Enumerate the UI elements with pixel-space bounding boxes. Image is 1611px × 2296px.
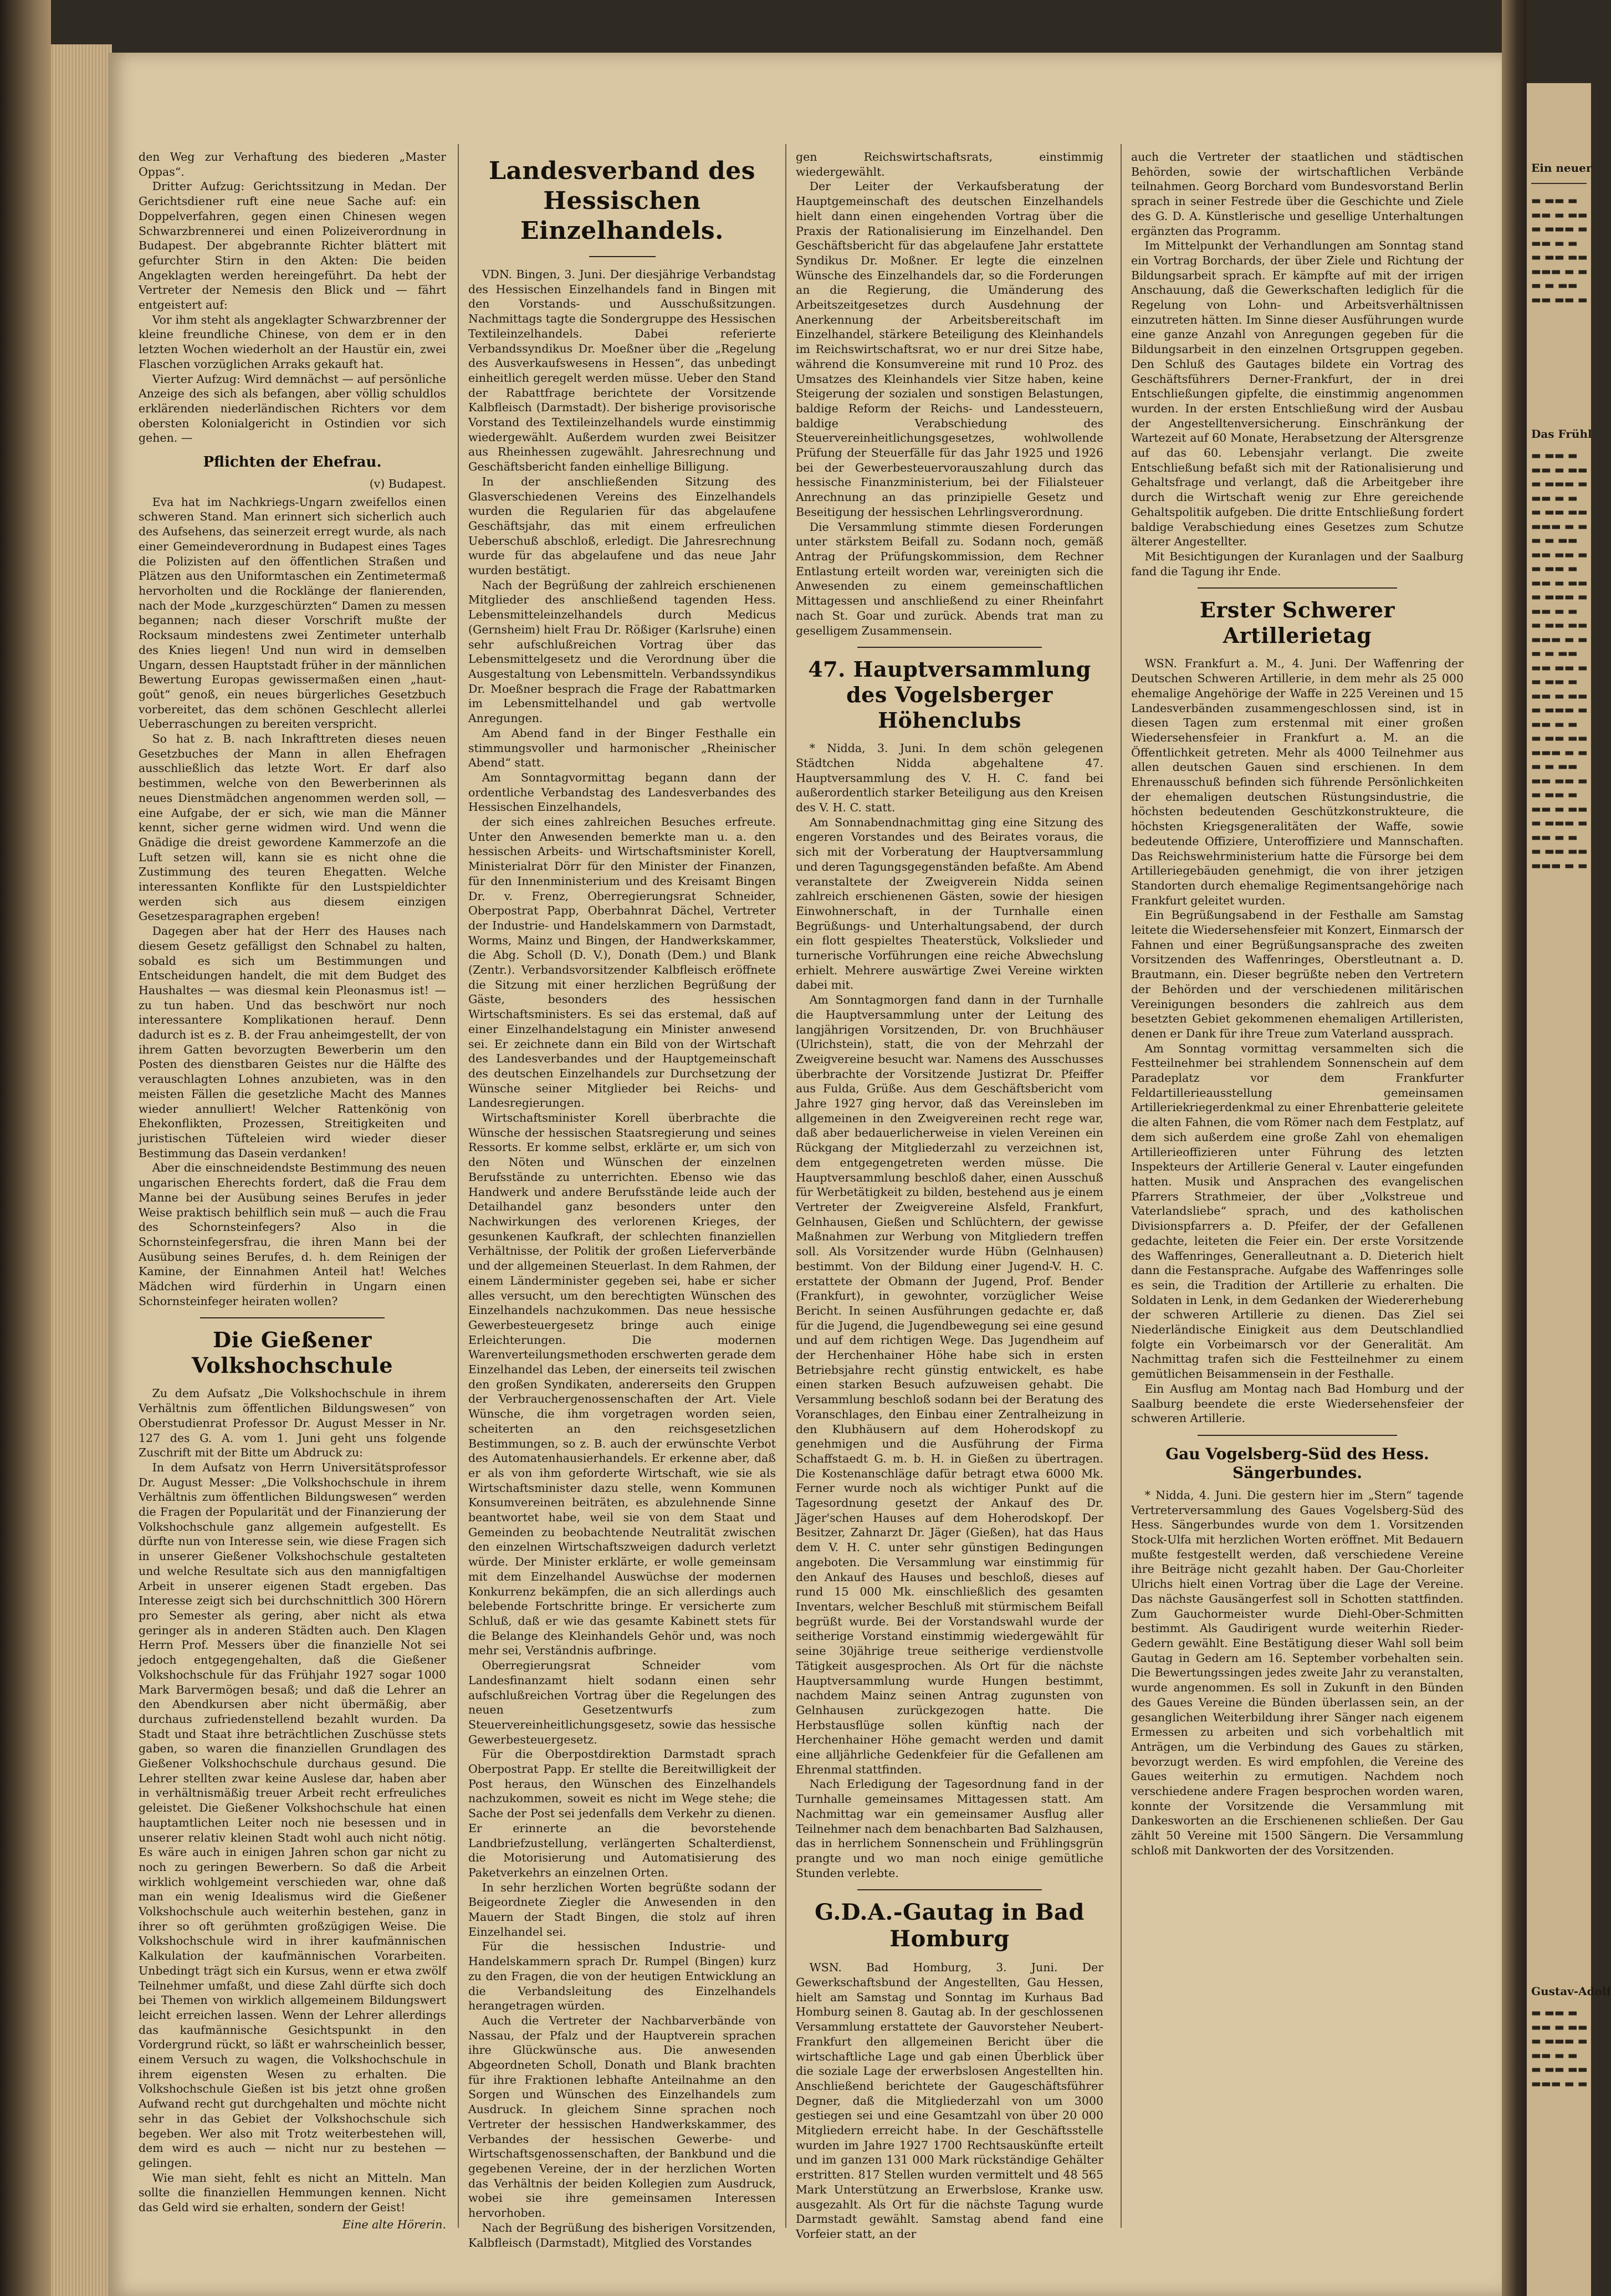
paragraph: Vor ihm steht als angeklagter Schwarzbrenner der kleine freundliche Chinese, von dem er in den letzten Wochen wiederholt an der Haustür ein, zwei Flaschen vorzüglichen Arraks gekauft hat.	[139, 313, 446, 371]
paragraph: Dritter Aufzug: Gerichtssitzung in Medan. Der Gerichtsdiener ruft eine neue Sache auf: ein Doppelverfahren, gegen einen Chinesen wegen Schwarzbrennerei und einen Polizeiverordnung in Budapest. Der abgebrannte Richter blättert mit gefurchter Stirn in den Akten: Die beiden Angeklagten werden hereingeführt. Da hebt der Vertreter der Nemesis den Blick und — fährt entgeistert auf:	[139, 180, 446, 312]
paragraph: In sehr herzlichen Worten begrüßte sodann der Beigeordnete Ziegler die Anwesenden in den Mauern der Stadt Bingen, die stolz auf ihren Einzelhandel sei.	[468, 1880, 776, 1939]
paragraph: Aber die einschneidendste Bestimmung des neuen ungarischen Eherechts fordert, daß die Frau dem Manne bei der Ausübung seines Berufes in jeder Weise praktisch behilflich sein muß — auch die Frau des Schornsteinfegers? Also in die Schornsteinfegersfrau, die ihren Mann bei der Ausübung seines Berufes, d. h. dem Reinigen der Kamine, der Einnahmen Anteil hat! Welches Mädchen wird fürderhin in Ungarn einen Schornsteinfeger heiraten wollen?	[139, 1161, 446, 1308]
article-headline: 47. Hauptversammlung des Vogelsberger Höhenclubs	[808, 657, 1091, 733]
article-headline: G.D.A.-Gautag in Bad Homburg	[815, 1899, 1085, 1952]
book-binding	[0, 0, 51, 2296]
paragraph: Nach der Begrüßung der zahlreich erschienenen Mitglieder des anschließend tagenden Hess. Lebensmitteleinzelhandels durch Medicus (Gernsheim) hielt Frau Dr. Rößiger (Karlsruhe) einen sehr aufschlußreichen Vortrag über das Lebensmittelgesetz und die Verordnung über die Ausgestaltung von Lebensmitteln. Verbandssyndikus Dr. Moeßner besprach die Frage der Rabattmarken im Lebensmittelhandel und gab wertvolle Anregungen.	[468, 578, 776, 725]
column-1	[139, 150, 446, 2231]
column-rule	[1121, 144, 1122, 2228]
page-edges	[51, 44, 112, 2296]
headline-fragment: Das Frühl	[1531, 427, 1592, 441]
paragraph: Für die hessischen Industrie- und Handelskammern sprach Dr. Rumpel (Bingen) kurz zu den Fragen, die von der heutigen Entwicklung an die Verbandsleitung des Einzelhandels herangetragen würden.	[468, 1940, 776, 2013]
paragraph: Auch die Vertreter der Nachbarverbände von Nassau, der Pfalz und der Hauptverein sprachen ihre Glückwünsche aus. Die anwesenden Abgeordneten Scholl, Donath und Blank brachten für ihre Fraktionen lebhafte Anteilnahme an den Sorgen und Wünschen des Einzelhandels zum Ausdruck. In gleichem Sinne sprachen noch Vertreter der hessischen Handwerkskammer, des Verbandes der hessischen Gewerbe- und Wirtschaftsgenossenschaften, der Bankbund und die gegebenen Vereine, der in der herzlichen Worten das Verhältnis der beiden Kollegien zum Ausdruck, wobei sie ihre gemeinsamen Interessen hervorhoben.	[468, 2013, 776, 2220]
paragraph: Dagegen aber hat der Herr des Hauses nach diesem Gesetz gefälligst den Schnabel zu halten, sobald es sich um Bestimmungen und Entscheidungen handelt, die mit dem Budget des Haushaltes — was diesmal kein Pleonasmus ist! — zu tun haben. Und das beschwört nur noch interessantere Komplikationen herauf. Denn dadurch ist es z. B. der Frau anheimgestellt, der von ihrem Gatten bevorzugten Bewerberin um den Posten des dienstbaren Geistes nur die Hälfte des verauschlagten Lohnes anzubieten, was in den meisten Fällen die gesetzliche Macht des Mannes wieder annulliert! Welcher Rattenkönig von Ehekonflikten, Prozessen, Streitigkeiten und juristischen Tüfteleien wird wieder dieser Bestimmung das Dasein verdanken!	[139, 924, 446, 1160]
book-gutter	[1502, 0, 1527, 2296]
headline-fragment: Gustav-Adolf	[1531, 1985, 1611, 1998]
separator	[1531, 183, 1587, 184]
paragraph: Nach der Begrüßung des bisherigen Vorsitzenden, Kalbfleisch (Darmstadt), Mitglied des Vorstandes	[468, 2221, 776, 2249]
paragraph: Eva hat im Nachkriegs-Ungarn zweifellos einen schweren Stand. Man erinnert sich sicherlich auch des Aufsehens, das seinerzeit erregt wurde, als nach einer Gemeindeverordnung in Budapest eines Tages die Polizisten auf den öffentlichen Straßen und Plätzen aus den Uniformtaschen ein Zentimetermaß hervorholten und die Rocklänge der flanierenden, nach der Mode „kurzgeschürzten“ Damen zu messen begannen; nach dieser Vorschrift mußte der Rocksaum mindestens zwei Zentimeter unterhalb des Knies liegen! Und nun wird in demselben Ungarn, dessen Hauptstadt früher in der männlichen Bewertung Europas gewissermaßen einen „haut-goût“ genoß, ein neues bürgerliches Gesetzbuch vorbereitet, das dem schönen Geschlecht allerlei Ueberraschungen zu bereiten verspricht.	[139, 495, 446, 731]
separator	[589, 256, 656, 257]
article-headline: Landesverband des Hessischen Einzelhandels.	[488, 157, 756, 245]
paragraph: Am Sonntagmorgen fand dann in der Turnhalle die Hauptversammlung unter der Leitung des langjährigen Vorsitzenden, Dr. von Bruchhäuser (Ulrichstein), statt, die von der Mehrzahl der Zweigvereine besucht war. Namens des Ausschusses überbrachte der Vorsitzende Justizrat Dr. Pfeiffer aus Fulda, Grüße. Aus dem Geschäftsbericht vom Jahre 1927 ging hervor, daß das Vereinsleben im allgemeinen in den Zweigvereinen recht rege war, daß aber bedauerlicherweise in vielen Vereinen ein Rückgang der Mitgliederzahl zu verzeichnen ist, dem entgegengetreten werden müsse. Die Hauptversammlung beschloß daher, einen Ausschuß für Werbetätigkeit zu bilden, bestehend aus je einem Vertreter der Zweigvereine Alsfeld, Frankfurt, Gelnhausen, Gießen und Schlüchtern, der gewisse Maßnahmen zur Werbung von Mitgliedern treffen soll. Als Vorsitzender wurde Hübn (Gelnhausen) bestimmt. Von der Bildung einer Jugend-V. H. C. erstattete der Obmann der Jugend, Prof. Bender (Frankfurt), in gewohnter, vorzüglicher Weise Bericht. In seinen Ausführungen gedachte er, daß für die Jugend, die Jugendbewegung sei eine gesund und auf dem richtigen Wege. Das Jugendheim auf der Herchenhainer Höhe habe sich in ersten Betriebsjahre recht günstig entwickelt, es habe einen starken Besuch aufzuweisen gehabt. Die Versammlung beschloß sodann bei der Beratung des Voranschlages, den Einbau einer Zentralheizung in den Klubhäusern auf dem Hoherodskopf zu genehmigen und die Ausführung der Firma Schaffstaedt G. m. b. H. in Gießen zu übertragen. Die Kostenanschläge dafür betragt etwa 6000 Mk. Ferner wurde noch als wichtiger Punkt auf die Tagesordnung gesetzt der Ankauf des Dr. Jäger'schen Hauses auf dem Hoherodskopf. Der Besitzer, Zahnarzt Dr. Jäger (Gießen), hat das Haus dem V. H. C. unter sehr günstigen Bedingungen angeboten. Die Versammlung war einstimmig für den Ankauf des Hauses und beschloß, dieses auf rund 15 000 Mk. einschließlich des gesamten Inventars, welcher Beschluß mit stürmischem Beifall begrüßt wurde. Bei der Vorstandswahl wurde der seitherige Vorstand einstimmig wiedergewählt für seine 30jährige treue seitherige verdienstvolle Tätigkeit ausgesprochen. Als Ort für die nächste Hauptversammlung wurde Hungen bestimmt, nachdem Mainz seinen Antrag zugunsten von Gelnhausen zurückgezogen hatte. Die Herbstausflüge sollen künftig nach der Herchenhainer Höhe gemacht werden und damit eine alljährliche Gedenkfeier für die Gefallenen am Ehrenmal stattfinden.	[796, 993, 1103, 1776]
paragraph: Wie man sieht, fehlt es nicht an Mitteln. Man sollte die finanziellen Hemmungen kennen. Nicht das Geld wird sie erhalten, sondern der Geist!	[139, 2171, 446, 2215]
column-3	[796, 150, 1103, 2241]
article-headline: Gau Vogelsberg-Süd des Hess. Sängerbundes.	[1165, 1444, 1429, 1482]
paragraph: WSN. Bad Homburg, 3. Juni. Der Gewerkschaftsbund der Angestellten, Gau Hessen, hielt am Samstag und Sonntag im Kurhaus Bad Homburg seinen 8. Gautag ab. In der geschlossenen Versammlung erstattete der Gauvorsteher Neubert-Frankfurt den allgemeinen Bericht über die wirtschaftliche Lage und gab einen Überblick über die soziale Lage der erwerbslosen Angestellten hin. Anschließend berichtete der Gaugeschäftsführer Degner, daß die Mitgliederzahl von um 3000 gestiegen sei und eine Gesamtzahl von über 20 000 Mitgliedern erreicht habe. In der Geschäftsstelle wurden im Jahre 1927 1700 Rechtsauskünfte erteilt und im ganzen 131 000 Mark rückständige Gehälter erstritten. 817 Stellen wurden vermittelt und 48 565 Mark Unterstützung an Erwerbslose, Kranke usw. ausgezahlt. Als Ort für die nächste Tagung wurde Darmstadt gewählt. Samstag abend fand eine Vorfeier statt, an der	[796, 1961, 1103, 2241]
separator	[1198, 1435, 1397, 1436]
text-fragment: ▬ ▬▬ ▬ ▬▬ ▬ ▬▬ ▬ ▬▬▬ ▬ ▬▬ ▬ ▬ ▬ ▬▬ ▬▬ ▬▬▬ ▬ ▬ ▬ ▬ ▬▬ ▬▬ ▬▬ ▬	[1531, 195, 1588, 306]
column-4	[1131, 150, 1464, 2222]
adjacent-page	[1527, 83, 1611, 2296]
paragraph: Ein Ausflug am Montag nach Bad Homburg und der Saalburg beendete die erste Wiedersehensfeier der schweren Artillerie.	[1131, 1382, 1464, 1425]
paragraph: WSN. Frankfurt a. M., 4. Juni. Der Waffenring der Deutschen Schweren Artillerie, in dem mehr als 25 000 ehemalige Angehörige der Waffe in 225 Vereinen und 15 Landesverbänden zusammengeschlossen sind, ist in diesen Tagen zum erstenmal mit einer großen Wiedersehensfeier in Frankfurt a. M. an die Öffentlichkeit getreten. Mehr als 4000 Teilnehmer aus allen deutschen Gauen sind erschienen. In dem Ehrenausschuß befinden sich führende Persönlichkeiten der ehemaligen deutschen Rüstungsindustrie, die höchsten bedeutenden Geschützkonstrukteure, die höchsten Kriegsgeneralitäten der Waffe, sowie bedeutende Offiziere, Unteroffiziere und Mannschaften. Das Reichswehrministerium hatte die Fürsorge bei dem Artilleriegebäuden genehmigt, die von ihrer jetzigen Standorten durch ehemalige Regimentsangehörige nach Frankfurt geleitet wurden.	[1131, 657, 1464, 907]
headline-fragment: Ein neuer	[1531, 161, 1592, 175]
paragraph: Nach Erledigung der Tagesordnung fand in der Turnhalle gemeinsames Mittagessen statt. Am Nachmittag war ein gemeinsamer Ausflug aller Teilnehmer nach dem benachbarten Bad Salzhausen, das in herrlichem Sonnenschein und Frühlingsgrün prangte und wo man noch einige gemütliche Stunden verlebte.	[796, 1777, 1103, 1880]
column-rule	[458, 144, 459, 2228]
paragraph: der sich eines zahlreichen Besuches erfreute. Unter den Anwesenden bemerkte man u. a. den hessischen Arbeits- und Wirtschaftsminister Korell, Ministerialrat Dörr für den Minister der Finanzen, für den Innenministerium und des Kreisamt Bingen Dr. v. Frenz, Oberregierungsrat Schneider, Oberpostrat Papp, Oberbahnrat Dächel, Vertreter der Industrie- und Handelskammern von Darmstadt, Worms, Mainz und Bingen, der Handwerkskammer, die Abg. Scholl (D. V.), Donath (Dem.) und Blank (Zentr.). Verbandsvorsitzender Kalbfleisch eröffnete die Sitzung mit einer herzlichen Begrüßung der Gäste, besonders des hessischen Wirtschaftsministers. Es sei das erstemal, daß auf einer Einzelhandelstagung ein Minister anwesend sei. Er zeichnete dann ein Bild von der Wirtschaft des Landesverbandes und der Hauptgemeinschaft des deutschen Einzelhandels zur Durchsetzung der Wünsche seiner Mitglieder bei Reichs- und Landesregierungen.	[468, 815, 776, 1110]
paragraph: In dem Aufsatz von Herrn Universitätsprofessor Dr. August Messer: „Die Volkshochschule in ihrem Verhältnis zum öffentlichen Bildungswesen“ werden die Fragen der Popularität und der Finanzierung der Volkshochschule ganz allgemein aufgestellt. Es dürfte nun von Interesse sein, wie diese Fragen sich in unserer Gießener Volkshochschule gestalteten und welche Resultate sich aus den mannigfaltigen Arbeit in unserer eigenen Stadt ergeben. Das Interesse zeigt sich bei durchschnittlich 300 Hörern pro Semester als gering, aber nicht als etwa geringer als in anderen Städten auch. Den Klagen Herrn Prof. Messers über die finanzielle Not sei jedoch entgegengehalten, daß die Gießener Volkshochschule für das Frühjahr 1927 sogar 1000 Mark Barvermögen besaß; und daß die Lehrer an den Abendkursen aber nicht übermäßig, aber durchaus zufriedenstellend bezahlt wurden. Da Stadt und Staat ihre beträchtlichen Zuschüsse stets gaben, so waren die finanziellen Grundlagen des Gießener Volkshochschule durchaus gesund. Die Lehrer stellten zwar keine Auslese dar, haben aber in verhältnismäßig treuer Arbeit recht erfreuliches geleistet. Die Gießener Volkshochschule hat einen hauptamtlichen Leiter noch nie besessen und in unserer relativ kleinen Stadt wohl auch nicht nötig. Es wäre auch in einigen Jahren schon gar nicht zu noch zu geringen Bewerbern. So daß die Arbeit wirklich wohlgemeint verschieden war, ohne daß man ein wenig Idealismus wird die Gießener Volkshochschule auch weiterhin bestehen, ganz in ihrer so oft gerühmten großzügigen Weise. Die Volkshochschule wird in ihrer kaufmännischen Kalkulation der kaufmännischen Vorarbeiten. Unbedingt trägt sich ein Kursus, wenn er etwa zwölf Teilnehmer umfaßt, und diese Zahl dürfte sich doch bei Themen von wirklich allgemeinem Bildungswert leicht erreichen lassen. Wenn der Lehrer allerdings das kaufmännische Gesichtspunkt in den Vordergrund rückt, so läßt er wahrscheinlich besser, einem Versuch zu wagen, die Volkshochschule in ihrem eigensten Wesen zu erhalten. Die Volkshochschule Gießen ist bis jetzt ohne großen Aufwand recht gut durchgehalten und möchte nicht sehr in das Gebiet der Volkshochschule sich begeben. Wer also mit Trotz weiterbestehen will, dem wird es auch — nicht nur zu bestehen — gelingen.	[139, 1460, 446, 2170]
paragraph: VDN. Bingen, 3. Juni. Der diesjährige Verbandstag des Hessischen Einzelhandels fand in Bingen mit den Vorstands- und Ausschußsitzungen. Nachmittags tagte die Sondergruppe des Hessischen Textileinzelhandels. Dabei referierte Verbandssyndikus Dr. Moeßner über die „Regelung des Ausverkaufswesens in Hessen“, das unbedingt einheitlich geregelt werden müsse. Ueber den Stand der Rabattfrage berichtete der Vorsitzende Kalbfleisch (Darmstadt). Der bisherige provisorische Vorstand des Textileinzelhandels wurde einstimmig wiedergewählt. Außerdem wurden zwei Beisitzer aus Rheinhessen zugewählt. Jahresrechnung und Geschäftsbericht fanden einhellige Billigung.	[468, 268, 776, 474]
paragraph: Oberregierungsrat Schneider vom Landesfinanzamt hielt sodann einen sehr aufschlußreichen Vortrag über die Regelungen des neuen Gesetzentwurfs zum Steuervereinheitlichungsgesetz, sowie das hessische Gewerbesteuergesetz.	[468, 1659, 776, 1746]
paragraph: Am Sonntag vormittag versammelten sich die Festteilnehmer bei strahlendem Sonnenschein auf dem Paradeplatz vor dem Frankfurter Feldartillerieausstellung gemeinsamen Artilleriekriegerdenkmal zu einer Ehrenbatterie geleitete die alten Fahnen, die vom Römer nach dem Festplatz, auf dem sich außerdem eine große Zahl von ehemaligen Artillerieoffizieren unter Führung des letzten Inspekteurs der Artillerie General v. Lauter eingefunden hatten. Musik und Ansprachen des evangelischen Pfarrers Strathmeier, der über „Volkstreue und Vaterlandsliebe“ sprach, und des katholischen Divisionspfarrers a. D. Pfeifer, der der Gefallenen gedachte, leiteten die Feier ein. Der erste Vorsitzende des Waffenringes, Generalleutnant a. D. Dieterich hielt dann die Festansprache. Aufgabe des Waffenringes solle es sein, die Tradition der Artillerie zu erhalten. Die Soldaten in Lenk, in dem Gedanken der Wiedererhebung der schweren Artillerie zu dienen. Das Ziel sei Niederländische Einigkeit aus dem Deutschlandlied folgte ein Vorbeimarsch vor der Generalität. Am Nachmittag trafen sich die Festteilnehmer zu einem gemütlichen Beisammensein in der Festhalle.	[1131, 1041, 1464, 1381]
paragraph: Zu dem Aufsatz „Die Volkshochschule in ihrem Verhältnis zum öffentlichen Bildungswesen“ von Oberstudienrat Professor Dr. August Messer in Nr. 127 des G. A. vom 1. Juni geht uns folgende Zuschrift mit der Bitte um Abdruck zu:	[139, 1387, 446, 1460]
paragraph: * Nidda, 3. Juni. In dem schön gelegenen Städtchen Nidda abgehaltene 47. Hauptversammlung des V. H. C. fand bei außerordentlich starker Beteiligung aus den Kreisen des V. H. C. statt.	[796, 742, 1103, 815]
separator	[200, 1317, 385, 1318]
separator	[1198, 587, 1397, 589]
paragraph: Wirtschaftsminister Korell überbrachte die Wünsche der hessischen Staatsregierung und seines Ressorts. Er komme selbst, erklärte er, um sich von den Nöten und Wünschen der einzelnen Berufsstände zu unterrichten. Ebenso wie das Handwerk und andere Berufsstände leide auch der Detailhandel ganz besonders unter den Nachwirkungen des verlorenen Krieges, der gesunkenen Kaufkraft, der schlechten finanziellen Verhältnisse, der Politik der großen Lieferverbände und der allgemeinen Steuerlast. In dem Rahmen, der einem Länderminister gegeben sei, habe er sicher alles versucht, um den berechtigten Wünschen des Einzelhandels nachzukommen. Das neue hessische Gewerbesteuergesetz bringe auch einige Erleichterungen. Die modernen Warenverteilungsmethoden erschwerten gerade dem Einzelhandel das Leben, der einerseits teil zwischen den großen Syndikaten, andererseits den Gruppen der Verbrauchergenossenschaften der Art. Viele Wünsche, die ihm vorgetragen worden seien, scheiterten an den reichsgesetzlichen Bestimmungen, so z. B. auch der erwünschte Verbot des Automatenhausierhandels. Er erkenne aber, daß er als von ihm geforderte Wirtschaft, wie sie als Wirtschaftsminister dazu stelle, wenn Kommunen Konsumvereinen beiträten, es abzulehnende Sinne beantwortet habe, weil sie von dem Staat und Gemeinden zu beobachtende Neutralität zwischen den einzelnen Wirtschaftszweigen dadurch verletzt würde. Der Minister erklärte, er wolle gemeinsam mit dem Einzelhandel Auswüchse der modernen Konkurrenz bekämpfen, die an sich allerdings auch belebende Fortschritte bringe. Er versicherte zum Schluß, daß er wie das gesamte Kabinett stets für die Belange des Kleinhandels Gehör und, was noch mehr sei, Verständnis aufbringe.	[468, 1111, 776, 1658]
article-headline: Die Gießener Volkshochschule	[191, 1327, 393, 1378]
dateline: (v) Budapest.	[369, 477, 446, 491]
article-subheading: Pflichten der Ehefrau.	[203, 454, 382, 471]
paragraph: * Nidda, 4. Juni. Die gestern hier im „Stern“ tagende Vertreterversammlung des Gaues Vogelsberg-Süd des Hess. Sängerbundes wurde von dem 1. Vorsitzenden Stock-Ulfa mit herzlichen Worten eröffnet. Mit Bedauern mußte festgestellt werden, daß verschiedene Vereine ihre Beiträge nicht gezahlt haben. Der Gau-Chorleiter Ulrichs hielt einen Vortrag über die Lage der Vereine. Das nächste Gausängerfest soll in Schotten stattfinden. Zum Gauchormeister wurde Diehl-Ober-Schmitten bestimmt. Als Gaudirigent wurde weiterhin Rieder-Gedern gewählt. Eine Bestätigung dieser Wahl soll beim Gautag in Gedern am 16. September vorbehalten sein. Die Bewertungssingen jedes zweite Jahr zu veranstalten, wurde angenommen. Es soll in Zukunft in den Bünden des Gaues Vereine die Bünden überlassen sein, an der gesanglichen Weiterbildung ihrer Sänger nach eigenem Ermessen zu arbeiten und sich vorbehaltlich mit Anträgen, um die Verbindung des Gaues zu stärken, bevorzugt werden. Es wird empfohlen, die Vereine des Gaues weiterhin zu ermutigen. Nachdem noch verschiedene andere Fragen besprochen worden waren, konnte der Vorsitzende die Versammlung mit Dankesworten an die Erschienenen schließen. Der Gau zählt 50 Vereine mit 1500 Sängern. Die Versammlung schloß mit Dankworten der des Vorsitzenden.	[1131, 1488, 1464, 1857]
paragraph: Ein Begrüßungsabend in der Festhalle am Samstag leitete die Wiedersehensfeier mit Konzert, Einmarsch der Fahnen und einer Begrüßungsansprache des zweiten Vorsitzenden des Waffenringes, Oberstleutnant a. D. Brautmann, ein. Dieser begrüßte neben den Vertretern der Behörden und der verschiedenen militärischen Vereinigungen besonders die zahlreich aus dem besetzten Gebiet gekommenen ehemaligen Artilleristen, denen er Dank für ihre Treue zum Vaterland aussprach.	[1131, 908, 1464, 1040]
text-fragment: ▬ ▬▬ ▬ ▬▬ ▬ ▬▬ ▬ ▬▬▬ ▬ ▬▬ ▬ ▬ ▬ ▬▬ ▬▬ ▬▬▬ ▬ ▬	[1531, 2007, 1588, 2090]
paragraph: auch die Vertreter der staatlichen und städtischen Behörden, sowie der wirtschaftlichen Verbände teilnahmen. Georg Borchard vom Bundesvorstand Berlin sprach in seiner Festrede über die Geschichte und Ziele des G. D. A. Künstlerische und gesellige Unterhaltungen ergänzten das Programm.	[1131, 150, 1464, 238]
paragraph: Für die Oberpostdirektion Darmstadt sprach Oberpostrat Papp. Er stellte die Bereitwilligkeit der Post heraus, den Wünschen des Einzelhandels nachzukommen, soweit es nicht im Wege stehe; die Sache der Post sei jedenfalls dem Verkehr zu dienen. Er erinnerte an die bevorstehende Landbriefzustellung, verlängerten Schalterdienst, die Motorisierung und Automatisierung des Paketverkehrs an einzelnen Orten.	[468, 1747, 776, 1879]
article-headline: Erster Schwerer Artillerietag	[1199, 597, 1395, 648]
column-rule	[785, 144, 786, 2228]
paragraph: So hat z. B. nach Inkrafttreten dieses neuen Gesetzbuches der Mann in allen Ehefragen ausschließlich das letzte Wort. Er darf also bestimmen, welche von den Bewerberinnen als neues Dienstmädchen angenommen werden soll, — eine Aufgabe, der er sich, wie man die Männer kennt, sicher gerne widmen wird. Und wenn die Gnädige die dreist gewordene Kammerzofe an die Luft setzen will, kann sie es nicht ohne die Zustimmung des teuren Ehegatten. Welche interessanten Konflikte für den Lustspieldichter werden sich aus diesem einzigen Gesetzesparagraphen ergeben!	[139, 732, 446, 923]
paragraph: In der anschließenden Sitzung des Glasverschiedenen Vereins des Einzelhandels wurden die Regularien für das abgelaufene Geschäftsjahr, das mit einem erfreulichen Ueberschuß abschloß, erledigt. Die Jahresrechnung wurde für das abgelaufene und das neue Jahr wurden bestätigt.	[468, 474, 776, 577]
paragraph: Im Mittelpunkt der Verhandlungen am Sonntag stand ein Vortrag Borchards, der über Ziele und Richtung der Bildungsarbeit sprach. Er kämpfte auf mit der irrigen Anschauung, daß die Gewerkschaften lediglich für die Regelung von Lohn- und Arbeitsverhältnissen einzutreten hätten. Im Sinne dieser Ausführungen wurde eine ganze Anzahl von Anregungen gegeben für die Bildungsarbeit in den einzelnen Ortsgruppen gegeben. Den Schluß des Gautages bildete ein Vortrag des Geschäftsführers Derner-Frankfurt, der in drei Entschließungen gipfelte, die einstimmig angenommen wurden. In der ersten Entschließung wird der Ausbau der Angestelltenversicherung. Einschränkung der Wartezeit auf 60 Monate, Herabsetzung der Altersgrenze auf das 60. Lebensjahr verlangt. Die zweite Entschließung befaßt sich mit der Rationalisierung und Gehaltsfrage und verlangt, daß die Arbeitgeber ihre durch die Wirtschaft wenig zur Ehre gereichende Gehaltspolitik aufgeben. Die dritte Entschließung fordert baldige Verabschiedung eines Gesetzes zum Schutze älterer Angestellter.	[1131, 239, 1464, 549]
paragraph: Am Sonnabendnachmittag ging eine Sitzung des engeren Vorstandes und des Beirates voraus, die sich mit der Vorberatung der Hauptversammlung und deren Tagungsgegenständen befaßte. Am Abend veranstaltete der Zweigverein Nidda seinen zahlreich erschienenen Gästen, sowie der hiesigen Einwohnerschaft, in der Turnhalle einen Begrüßungs- und Unterhaltungsabend, der durch ein flott gespieltes Theaterstück, Volkslieder und turnerische Vorführungen eine reiche Abwechslung erhielt. Mehrere auswärtige Zwei Vereine wirkten dabei mit.	[796, 815, 1103, 992]
paragraph: Die Versammlung stimmte diesen Forderungen unter stärkstem Beifall zu. Sodann noch, gemäß Antrag der Prüfungskommission, dem Rechner Entlastung erteilt worden war, vereinigten sich die Anwesenden zu einem gemeinschaftlichen Mittagessen und anschließend zu einer Rheinfahrt nach St. Goar und zurück. Abends trat man zu geselligem Zusammensein.	[796, 520, 1103, 637]
separator	[857, 647, 1042, 648]
paragraph: Am Sonntagvormittag begann dann der ordentliche Verbandstag des Landesverbandes des Hessischen Einzelhandels,	[468, 770, 776, 814]
separator	[857, 1889, 1042, 1890]
paragraph: gen Reichswirtschaftsrats, einstimmig wiedergewählt.	[796, 150, 1103, 178]
paragraph: den Weg zur Verhaftung des biederen „Master Oppas“.	[139, 150, 446, 178]
paragraph: Vierter Aufzug: Wird demnächst — auf persönliche Anzeige des sich als befangen, aber völlig schuldlos erklärenden niederländischen Richters vor dem obersten Kolonialgericht in Ostindien vor sich gehen. —	[139, 372, 446, 445]
column-2	[468, 150, 776, 2249]
signature: Eine alte Hörerin.	[342, 2217, 446, 2231]
paragraph: Mit Besichtigungen der Kuranlagen und der Saalburg fand die Tagung ihr Ende.	[1131, 549, 1464, 578]
paragraph: Am Abend fand in der Binger Festhalle ein stimmungsvoller und harmonischer „Rheinischer Abend“ statt.	[468, 726, 776, 770]
paragraph: Der Leiter der Verkaufsberatung der Hauptgemeinschaft des deutschen Einzelhandels hielt dann einen eingehenden Vortrag über die Praxis der Rationalisierung im Einzelhandel. Den Geschäftsbericht für das abgelaufene Jahr erstattete Syndikus Dr. Moßner. Er legte die einzelnen Wünsche des Einzelhandels dar, so die Forderungen an die Regierung, die Umänderung des Arbeitszeitgesetzes durch Ausdehnung der Anerkennung der Arbeitsbereitschaft im Einzelhandel, stärkere Beteiligung des Kleinhandels im Reichswirtschaftsrat, wo er nur drei Sitze habe, während die Konsumvereine mit rund 10 Proz. des Umsatzes des Kleinhandels vier Sitze haben, keine Steigerung der sozialen und sonstigen Belastungen, baldige Reform der Reichs- und Landessteuern, baldige Verabschiedung des Steuervereinheitlichungsgesetzes, wohlwollende Prüfung der Steuerfälle für das Jahr 1925 und 1926 bei der Gewerbesteuervorauszahlung durch das hessische Finanzministerium, bei der Filialsteuer Anrechnung an das prinzipielle Gesetz und Beseitigung der hessischen Lehrlingsverordnung.	[796, 180, 1103, 519]
text-fragment: ▬ ▬▬ ▬ ▬▬ ▬ ▬▬ ▬ ▬▬▬ ▬ ▬▬ ▬ ▬ ▬ ▬▬ ▬▬ ▬▬▬ ▬ ▬ ▬ ▬ ▬▬ ▬▬ ▬▬ ▬ ▬ ▬▬ ▬ ▬▬ ▬ ▬▬ ▬ ▬▬▬ ▬ ▬▬ ▬ ▬ ▬ ▬▬ ▬▬ ▬▬▬ ▬ ▬ ▬ ▬ ▬▬ ▬▬ ▬▬ ▬ ▬ ▬▬ ▬ ▬▬ ▬ ▬▬ ▬ ▬▬▬ ▬ ▬▬ ▬ ▬ ▬ ▬▬ ▬▬ ▬▬▬ ▬ ▬ ▬ ▬ ▬▬ ▬▬ ▬▬ ▬ ▬ ▬▬ ▬ ▬▬ ▬ ▬▬ ▬ ▬▬▬ ▬ ▬▬ ▬ ▬ ▬ ▬▬ ▬▬ ▬▬▬ ▬ ▬	[1531, 449, 1588, 872]
